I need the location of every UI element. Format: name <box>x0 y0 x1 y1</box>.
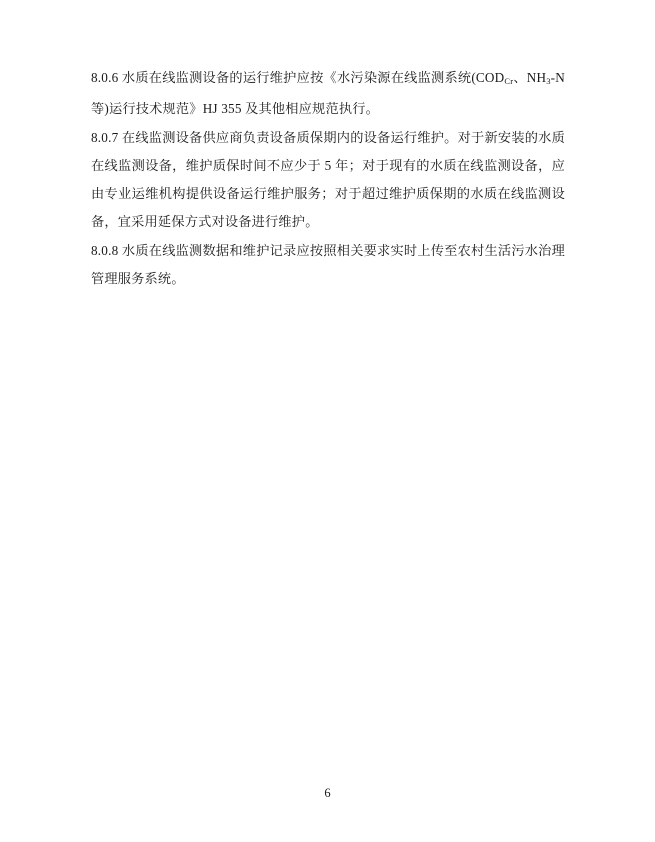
subscript-cr: Cr <box>504 75 514 86</box>
paragraph-8-0-8 <box>91 237 565 293</box>
clause-number-8-0-8: 8.0.8 <box>91 242 119 258</box>
clause-number-8-0-7: 8.0.7 <box>91 129 119 145</box>
paragraph-8-0-7 <box>91 124 565 236</box>
clause-text-8-0-8: 水质在线监测数据和维护记录应按照相关要求实时上传至农村生活污水治理管理服务系统。 <box>91 242 565 286</box>
clause-text-8-0-6-part1: 水质在线监测设备的运行维护应按《水污染源在线监测系统(COD <box>118 70 505 85</box>
clause-text-8-0-6-part2: 、NH <box>513 70 547 85</box>
document-body <box>91 64 565 294</box>
clause-text-8-0-6-part3: -N 等)运行技术规范》HJ 355 及其他相应规范执行。 <box>91 70 565 116</box>
page-number: 6 <box>324 786 331 800</box>
paragraph-8-0-6 <box>91 64 565 123</box>
clause-number-8-0-6: 8.0.6 <box>91 70 119 85</box>
subscript-3: 3 <box>546 75 551 86</box>
clause-text-8-0-7: 在线监测设备供应商负责设备质保期内的设备运行维护。对于新安装的水质在线监测设备，维护质保时间不应少于 5 年；对于现有的水质在线监测设备，应由专业运维机构提供设备运行维护服务；对于超过维护质保期的水质在线监测设备，宜采用延保方式对设备进行维护。 <box>91 129 565 229</box>
